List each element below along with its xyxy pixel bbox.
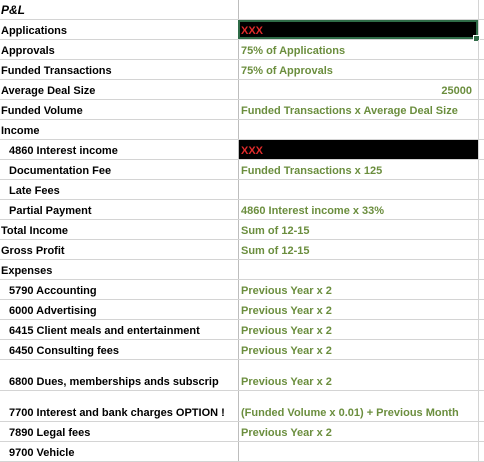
row-label-cell[interactable]: Funded Volume [1, 105, 83, 117]
row-label-cell[interactable]: 6450 Consulting fees [9, 345, 120, 357]
row-label-cell[interactable]: 7890 Legal fees [9, 427, 91, 439]
table-row [0, 100, 484, 120]
extra-column-cell[interactable] [478, 300, 484, 319]
row-value-cell[interactable]: Funded Transactions x 125 [238, 160, 478, 179]
table-row [0, 422, 484, 442]
extra-column-cell[interactable] [478, 442, 484, 461]
table-row [0, 391, 484, 422]
table-row [0, 220, 484, 240]
extra-column-cell[interactable] [478, 140, 484, 159]
table-row [0, 260, 484, 280]
row-label-cell[interactable]: Funded Transactions [1, 65, 112, 77]
row-label-cell[interactable]: Late Fees [9, 185, 60, 197]
extra-column-cell[interactable] [478, 0, 484, 19]
row-value-cell[interactable]: Funded Transactions x Average Deal Size [238, 100, 478, 119]
row-label-cell[interactable]: Average Deal Size [1, 85, 96, 97]
extra-column-cell[interactable] [478, 340, 484, 359]
row-value-cell[interactable]: Previous Year x 2 [238, 280, 478, 299]
row-label-cell[interactable]: 6415 Client meals and entertainment [9, 325, 200, 337]
table-row [0, 80, 484, 100]
extra-column-cell[interactable] [478, 180, 484, 199]
row-value-cell[interactable]: Sum of 12-15 [238, 220, 478, 239]
extra-column-cell[interactable] [478, 280, 484, 299]
table-row [0, 240, 484, 260]
table-row [0, 200, 484, 220]
extra-column-cell[interactable] [478, 240, 484, 259]
table-row [0, 300, 484, 320]
row-label-cell[interactable]: Documentation Fee [9, 165, 112, 177]
row-label-cell[interactable]: Approvals [1, 45, 55, 57]
row-label-cell[interactable]: 6000 Advertising [9, 305, 97, 317]
extra-column-cell[interactable] [478, 80, 484, 99]
sheet-title-cell[interactable]: P&L [1, 3, 25, 17]
extra-column-cell[interactable] [478, 260, 484, 279]
row-label-cell[interactable]: 5790 Accounting [9, 285, 97, 297]
row-label-cell[interactable]: Income [1, 125, 40, 137]
extra-column-cell[interactable] [478, 160, 484, 179]
table-row [0, 180, 484, 200]
extra-column-cell[interactable] [478, 422, 484, 441]
row-label-cell[interactable]: 4860 Interest income [9, 145, 118, 157]
row-value-cell[interactable]: 25000 [238, 80, 478, 99]
fill-handle[interactable] [473, 35, 478, 39]
extra-column-cell[interactable] [478, 120, 484, 139]
row-value-cell[interactable]: 75% of Approvals [238, 60, 478, 79]
row-value-cell[interactable]: Previous Year x 2 [238, 422, 478, 441]
row-value-cell[interactable] [238, 180, 478, 199]
row-label-cell[interactable]: 7700 Interest and bank charges OPTION ! [9, 407, 225, 419]
table-row [0, 360, 484, 391]
row-value-cell[interactable]: 4860 Interest income x 33% [238, 200, 478, 219]
row-value-cell[interactable]: XXX [238, 20, 478, 39]
extra-column-cell[interactable] [478, 360, 484, 390]
extra-column-cell[interactable] [478, 220, 484, 239]
table-row [0, 160, 484, 180]
extra-column-cell[interactable] [478, 60, 484, 79]
row-label-cell[interactable]: 6800 Dues, memberships ands subscrip [9, 376, 219, 388]
table-row [0, 442, 484, 462]
table-row [0, 320, 484, 340]
row-value-cell[interactable]: Previous Year x 2 [238, 340, 478, 359]
table-row [0, 120, 484, 140]
table-row [0, 140, 484, 160]
extra-column-cell[interactable] [478, 200, 484, 219]
title-value-cell[interactable] [238, 0, 478, 19]
row-value-cell[interactable] [238, 260, 478, 279]
row-label-cell[interactable]: Total Income [1, 225, 69, 237]
table-row [0, 340, 484, 360]
row-label-cell[interactable]: Gross Profit [1, 245, 65, 257]
row-label-cell[interactable]: Applications [1, 25, 68, 37]
row-value-cell[interactable]: (Funded Volume x 0.01) + Previous Month [238, 391, 478, 421]
table-row [0, 20, 484, 40]
extra-column-cell[interactable] [478, 100, 484, 119]
row-label-cell[interactable]: Partial Payment [9, 205, 92, 217]
row-value-cell[interactable]: Previous Year x 2 [238, 360, 478, 390]
title-row [0, 0, 484, 20]
extra-column-cell[interactable] [478, 320, 484, 339]
row-value-cell[interactable]: Previous Year x 2 [238, 320, 478, 339]
row-label-cell[interactable]: Expenses [1, 265, 53, 277]
extra-column-cell[interactable] [478, 391, 484, 421]
row-label-cell[interactable]: 9700 Vehicle [9, 447, 75, 459]
row-value-cell[interactable]: 75% of Applications [238, 40, 478, 59]
table-row [0, 280, 484, 300]
table-row [0, 60, 484, 80]
row-value-cell[interactable]: Previous Year x 2 [238, 300, 478, 319]
row-value-cell[interactable]: XXX [238, 140, 478, 159]
row-value-cell[interactable] [238, 442, 478, 461]
row-value-cell[interactable] [238, 120, 478, 139]
table-row [0, 40, 484, 60]
extra-column-cell[interactable] [478, 40, 484, 59]
row-value-cell[interactable]: Sum of 12-15 [238, 240, 478, 259]
